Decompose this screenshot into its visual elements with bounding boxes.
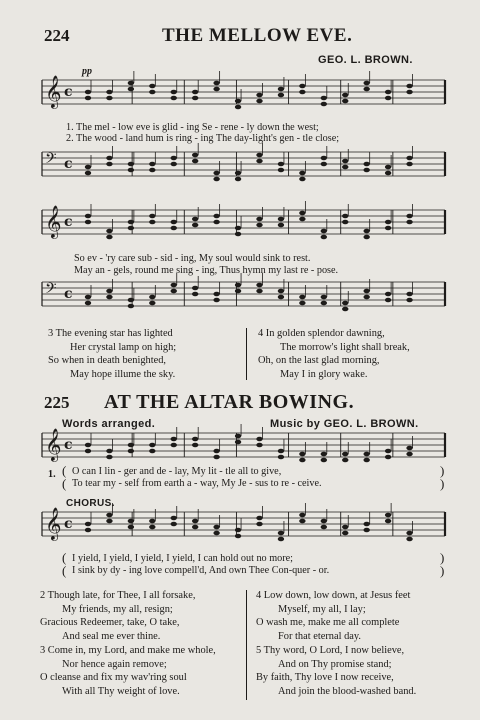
note-head xyxy=(363,162,369,167)
note-head xyxy=(149,525,155,530)
lyric-line: I sink by dy - ing love compell'd, And own Thee Con-quer - or. xyxy=(72,565,330,576)
note-head xyxy=(321,525,327,530)
note-head xyxy=(149,168,155,173)
note-head xyxy=(192,525,198,530)
note-head xyxy=(106,449,112,454)
note-head xyxy=(321,235,327,240)
note-head xyxy=(256,289,262,294)
note-head xyxy=(192,217,198,222)
note-head xyxy=(256,283,262,288)
note-head xyxy=(192,153,198,158)
note-head xyxy=(406,531,412,536)
note-head xyxy=(363,452,369,457)
brace-left: ( xyxy=(62,476,67,491)
note-head xyxy=(235,99,241,104)
verse-marker: 1. xyxy=(48,469,56,480)
note-head xyxy=(299,84,305,89)
note-head xyxy=(85,165,91,170)
note-head xyxy=(192,437,198,442)
note-head xyxy=(128,298,134,303)
note-head xyxy=(256,443,262,448)
note-head xyxy=(299,513,305,518)
note-head xyxy=(85,171,91,176)
note-head xyxy=(213,87,219,92)
note-head xyxy=(299,301,305,306)
stanza-block xyxy=(256,589,410,643)
note-head xyxy=(342,531,348,536)
note-head xyxy=(278,295,284,300)
staff-treble xyxy=(42,507,445,544)
treble-clef-icon: 𝄞 xyxy=(45,75,62,108)
note-head xyxy=(85,90,91,95)
note-head xyxy=(342,458,348,463)
note-head xyxy=(171,90,177,95)
note-head xyxy=(256,153,262,158)
staff-treble xyxy=(42,205,445,242)
note-head xyxy=(321,519,327,524)
note-head xyxy=(321,458,327,463)
brace-right: ) xyxy=(440,463,445,478)
note-head xyxy=(192,223,198,228)
lyric-line: 1. The mel - low eve is glid - ing Se - rene - ly down the west; xyxy=(66,122,319,133)
time-signature: c xyxy=(64,516,73,532)
stanza-line: O cleanse and fix my wav'ring soul xyxy=(40,672,187,683)
note-head xyxy=(363,522,369,527)
note-head xyxy=(85,295,91,300)
note-head xyxy=(363,81,369,86)
note-head xyxy=(171,156,177,161)
note-head xyxy=(278,87,284,92)
note-head xyxy=(406,162,412,167)
treble-clef-icon: 𝄞 xyxy=(45,507,62,540)
lyric-line: May an - gels, round me sing - ing, Thus hymn my last re - pose. xyxy=(74,265,339,276)
note-head xyxy=(235,434,241,439)
note-head xyxy=(342,159,348,164)
note-head xyxy=(235,232,241,237)
hymn-title-225: AT THE ALTAR BOWING. xyxy=(104,391,355,413)
note-head xyxy=(171,162,177,167)
note-head xyxy=(385,298,391,303)
note-head xyxy=(278,537,284,542)
note-head xyxy=(385,96,391,101)
note-head xyxy=(235,440,241,445)
note-head xyxy=(192,159,198,164)
note-head xyxy=(235,105,241,110)
hymn-title-224: THE MELLOW EVE. xyxy=(162,25,353,46)
stanza-line: 3 The evening star has lighted xyxy=(48,328,173,339)
note-head xyxy=(106,295,112,300)
note-head xyxy=(342,307,348,312)
note-head xyxy=(299,217,305,222)
treble-clef-icon: 𝄞 xyxy=(45,205,62,238)
note-head xyxy=(149,214,155,219)
note-head xyxy=(85,443,91,448)
note-head xyxy=(299,90,305,95)
note-head xyxy=(342,220,348,225)
stanza-line: So when in death benighted, xyxy=(48,355,167,366)
note-head xyxy=(342,165,348,170)
note-head xyxy=(106,513,112,518)
note-head xyxy=(85,301,91,306)
lyric-line: O can I lin - ger and de - lay, My lit - tle all to give, xyxy=(72,466,282,477)
stanza-line: Nor hence again remove; xyxy=(62,658,167,670)
note-head xyxy=(321,156,327,161)
hymn-number-224: 224 xyxy=(44,26,70,45)
stanza-line: For that eternal day. xyxy=(278,630,361,642)
note-head xyxy=(171,437,177,442)
stanza-line: By faith, Thy love I now receive, xyxy=(256,672,394,683)
note-head xyxy=(149,84,155,89)
note-head xyxy=(106,156,112,161)
note-head xyxy=(406,156,412,161)
note-head xyxy=(128,525,134,530)
lyric-line: I yield, I yield, I yield, I yield, I can hold out no more; xyxy=(72,553,293,564)
lyric-line: So ev - 'ry care sub - sid - ing, My soul would sink to rest. xyxy=(74,253,311,264)
note-head xyxy=(406,537,412,542)
note-head xyxy=(192,519,198,524)
note-head xyxy=(149,519,155,524)
note-head xyxy=(149,295,155,300)
stanza-line: Gracious Redeemer, take, O take, xyxy=(40,617,180,628)
time-signature: c xyxy=(64,84,73,100)
note-head xyxy=(235,171,241,176)
note-head xyxy=(171,220,177,225)
note-head xyxy=(299,177,305,182)
note-head xyxy=(85,522,91,527)
note-head xyxy=(128,449,134,454)
note-head xyxy=(342,452,348,457)
note-head xyxy=(363,235,369,240)
note-head xyxy=(406,214,412,219)
note-head xyxy=(213,292,219,297)
note-head xyxy=(363,229,369,234)
note-head xyxy=(85,449,91,454)
note-head xyxy=(235,177,241,182)
stanza-line: 3 Come in, my Lord, and make me whole, xyxy=(40,645,216,656)
words-credit: Words arranged. xyxy=(62,418,156,430)
staff-treble xyxy=(42,75,445,112)
note-head xyxy=(106,455,112,460)
note-head xyxy=(299,295,305,300)
stanza-line: 2 Though late, for Thee, I all forsake, xyxy=(40,590,196,601)
note-head xyxy=(256,522,262,527)
note-head xyxy=(342,214,348,219)
note-head xyxy=(192,90,198,95)
note-head xyxy=(385,519,391,524)
bass-clef-icon: 𝄢 xyxy=(45,150,57,171)
note-head xyxy=(149,90,155,95)
note-head xyxy=(256,516,262,521)
note-head xyxy=(406,84,412,89)
note-head xyxy=(256,217,262,222)
note-head xyxy=(128,226,134,231)
note-head xyxy=(128,81,134,86)
brace-right: ) xyxy=(440,476,445,491)
bass-clef-icon: 𝄢 xyxy=(45,280,57,301)
note-head xyxy=(406,452,412,457)
note-head xyxy=(278,223,284,228)
note-head xyxy=(149,443,155,448)
chorus-label: CHORUS. xyxy=(66,498,115,509)
note-head xyxy=(235,226,241,231)
note-head xyxy=(321,229,327,234)
brace-left: ( xyxy=(62,563,67,578)
note-head xyxy=(256,99,262,104)
note-head xyxy=(363,289,369,294)
note-head xyxy=(321,295,327,300)
note-head xyxy=(406,220,412,225)
column-divider xyxy=(246,590,247,700)
dynamic-marking: pp xyxy=(82,66,92,77)
stanza-line: Myself, my all, I lay; xyxy=(278,603,366,615)
note-head xyxy=(235,534,241,539)
note-head xyxy=(128,304,134,309)
note-head xyxy=(363,295,369,300)
column-divider xyxy=(246,328,247,380)
note-head xyxy=(256,223,262,228)
note-head xyxy=(406,90,412,95)
stanza-line: 5 Thy word, O Lord, I now believe, xyxy=(256,645,405,656)
stanza-block xyxy=(40,644,216,698)
note-head xyxy=(321,452,327,457)
note-head xyxy=(363,458,369,463)
time-signature: c xyxy=(64,214,73,230)
note-head xyxy=(149,162,155,167)
note-head xyxy=(363,87,369,92)
stanza-line: 4 In golden splendor dawning, xyxy=(258,328,385,339)
note-head xyxy=(171,96,177,101)
note-head xyxy=(235,283,241,288)
note-head xyxy=(235,289,241,294)
note-head xyxy=(128,87,134,92)
note-head xyxy=(106,235,112,240)
note-head xyxy=(278,455,284,460)
hymn-number-225: 225 xyxy=(44,393,70,412)
note-head xyxy=(213,298,219,303)
time-signature: c xyxy=(64,156,73,172)
note-head xyxy=(106,96,112,101)
note-head xyxy=(385,513,391,518)
music-credit: Music by GEO. L. BROWN. xyxy=(270,418,419,430)
note-head xyxy=(128,220,134,225)
note-head xyxy=(299,171,305,176)
note-head xyxy=(385,90,391,95)
note-head xyxy=(213,81,219,86)
stanza-block xyxy=(48,327,176,381)
stanza-line: The morrow's light shall break, xyxy=(280,341,410,353)
stanza-line: Oh, on the last glad morning, xyxy=(258,355,380,366)
note-head xyxy=(106,90,112,95)
stanza-line: 4 Low down, low down, at Jesus feet xyxy=(256,590,411,601)
note-head xyxy=(321,102,327,107)
lyric-line: To tear my - self from earth a - way, My Je - sus to re - ceive. xyxy=(72,478,322,489)
note-head xyxy=(342,301,348,306)
note-head xyxy=(321,96,327,101)
stanza-line: My friends, my all, resign; xyxy=(62,603,173,615)
note-head xyxy=(406,292,412,297)
note-head xyxy=(235,528,241,533)
note-head xyxy=(85,214,91,219)
note-head xyxy=(278,217,284,222)
note-head xyxy=(106,289,112,294)
note-head xyxy=(278,162,284,167)
note-head xyxy=(85,528,91,533)
note-head xyxy=(85,220,91,225)
note-head xyxy=(256,159,262,164)
note-head xyxy=(299,452,305,457)
staff-bass xyxy=(42,152,445,184)
note-head xyxy=(213,220,219,225)
note-head xyxy=(171,522,177,527)
treble-clef-icon: 𝄞 xyxy=(45,428,62,461)
note-head xyxy=(256,437,262,442)
stanza-line: May I in glory wake. xyxy=(280,368,368,380)
stanza-line: With all Thy weight of love. xyxy=(62,685,180,697)
note-head xyxy=(213,525,219,530)
note-head xyxy=(106,229,112,234)
note-head xyxy=(128,162,134,167)
note-head xyxy=(85,96,91,101)
note-head xyxy=(171,443,177,448)
brace-right: ) xyxy=(440,563,445,578)
brace-left: ( xyxy=(62,550,67,565)
note-head xyxy=(385,220,391,225)
note-head xyxy=(213,177,219,182)
note-head xyxy=(128,519,134,524)
note-head xyxy=(342,93,348,98)
note-head xyxy=(149,220,155,225)
note-head xyxy=(149,301,155,306)
stanza-line: O wash me, make me all complete xyxy=(256,617,400,628)
note-head xyxy=(256,93,262,98)
note-head xyxy=(213,214,219,219)
note-head xyxy=(213,455,219,460)
brace-left: ( xyxy=(62,463,67,478)
stanza-block xyxy=(40,589,195,643)
note-head xyxy=(128,443,134,448)
note-head xyxy=(406,298,412,303)
lyric-line: 2. The wood - land hum is ring - ing The day-light's gen - tle close; xyxy=(66,133,340,144)
time-signature: c xyxy=(64,437,73,453)
note-head xyxy=(128,168,134,173)
note-head xyxy=(192,292,198,297)
note-head xyxy=(363,528,369,533)
note-head xyxy=(171,226,177,231)
note-head xyxy=(385,171,391,176)
note-head xyxy=(278,449,284,454)
stanza-line: And on Thy promise stand; xyxy=(278,658,392,670)
stanza-line: And seal me ever thine. xyxy=(62,630,161,642)
stanza-block xyxy=(256,644,416,698)
stanza-line: May hope illume the sky. xyxy=(70,368,176,380)
note-head xyxy=(342,99,348,104)
note-head xyxy=(363,168,369,173)
note-head xyxy=(171,516,177,521)
note-head xyxy=(213,171,219,176)
note-head xyxy=(278,168,284,173)
note-head xyxy=(106,162,112,167)
note-head xyxy=(192,286,198,291)
note-head xyxy=(278,289,284,294)
note-head xyxy=(299,211,305,216)
stanza-block xyxy=(258,327,410,381)
note-head xyxy=(385,292,391,297)
note-head xyxy=(385,165,391,170)
note-head xyxy=(278,93,284,98)
note-head xyxy=(299,519,305,524)
note-head xyxy=(213,449,219,454)
note-head xyxy=(385,449,391,454)
note-head xyxy=(171,283,177,288)
note-head xyxy=(106,519,112,524)
brace-right: ) xyxy=(440,550,445,565)
stanza-line: Her crystal lamp on high; xyxy=(70,341,177,353)
note-head xyxy=(299,458,305,463)
note-head xyxy=(321,301,327,306)
staff-bass xyxy=(42,282,445,314)
note-head xyxy=(149,449,155,454)
note-head xyxy=(321,162,327,167)
stanza-line: And join the blood-washed band. xyxy=(278,685,417,697)
note-head xyxy=(385,226,391,231)
note-head xyxy=(406,446,412,451)
note-head xyxy=(213,531,219,536)
note-head xyxy=(278,531,284,536)
note-head xyxy=(171,289,177,294)
note-head xyxy=(342,525,348,530)
note-head xyxy=(192,96,198,101)
composer-credit-224: GEO. L. BROWN. xyxy=(318,54,413,66)
staff-treble xyxy=(42,428,445,465)
time-signature: c xyxy=(64,286,73,302)
note-head xyxy=(385,455,391,460)
note-head xyxy=(192,443,198,448)
